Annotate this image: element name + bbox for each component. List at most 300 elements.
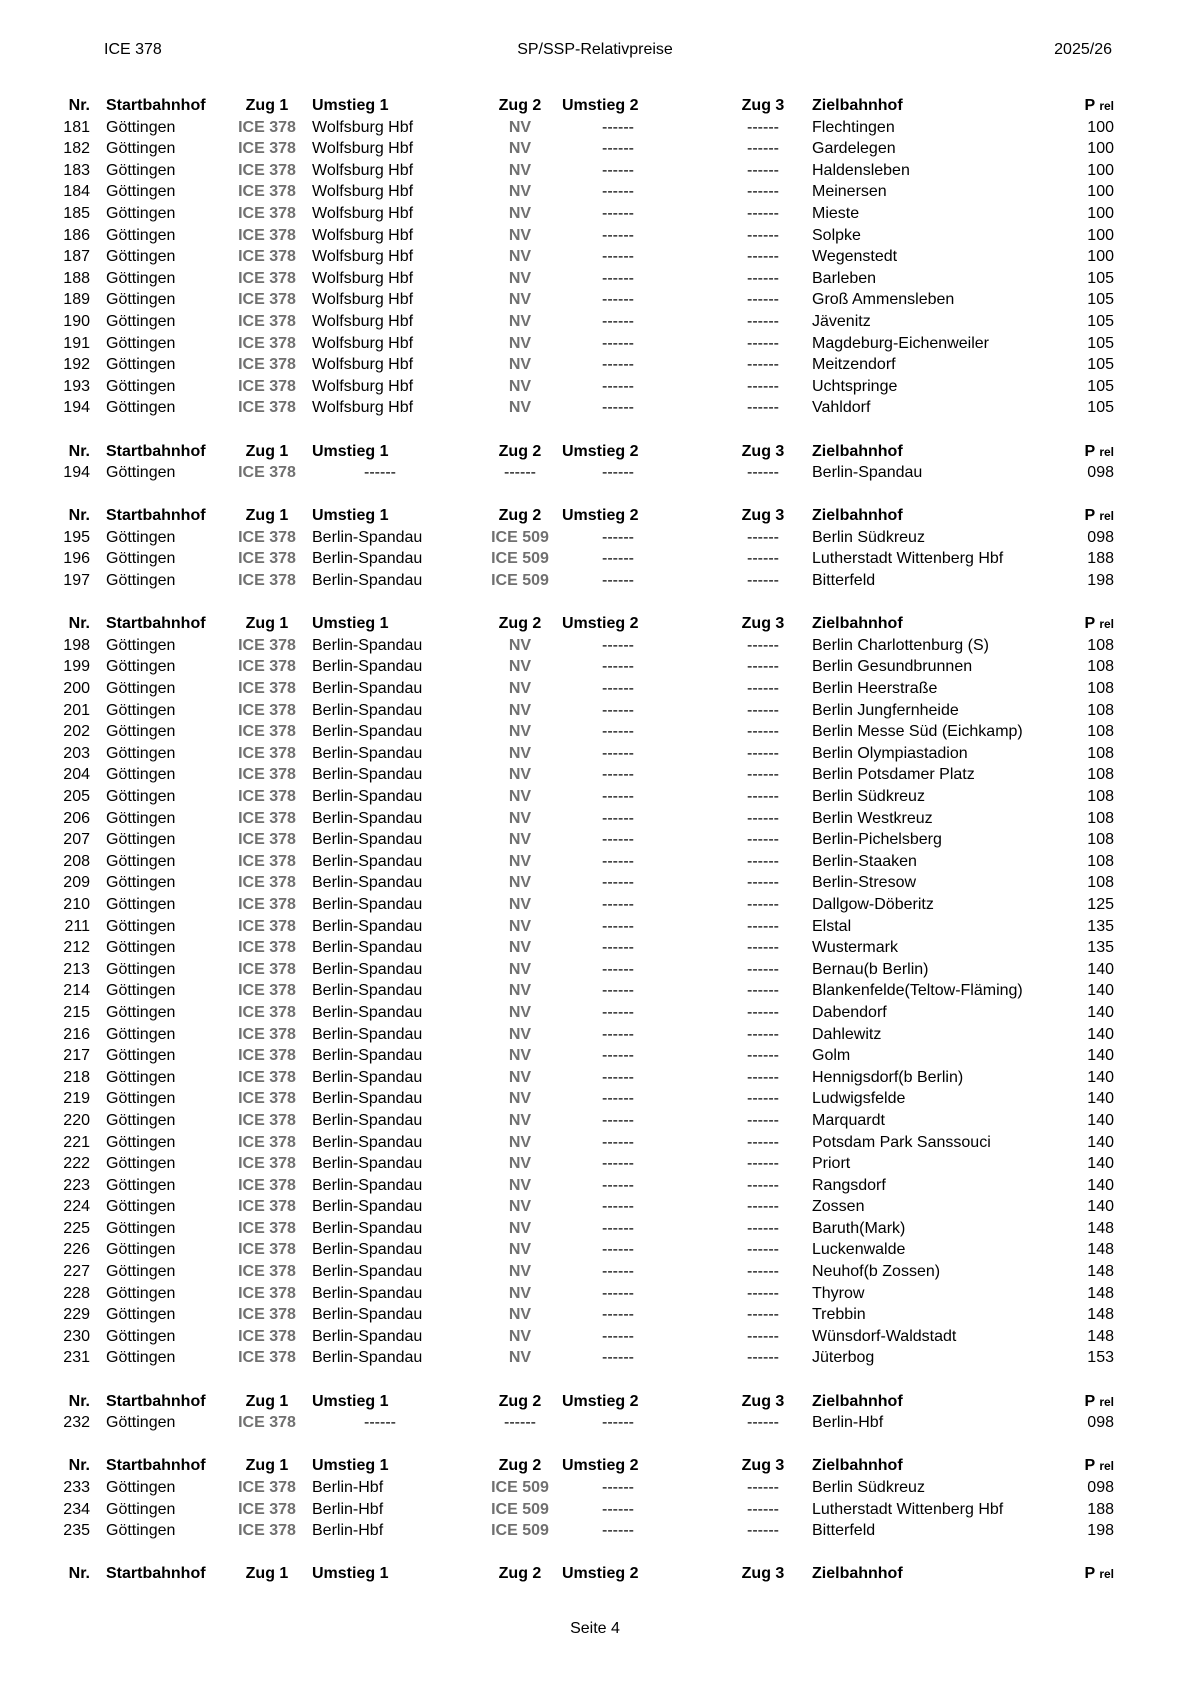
table-row	[0, 851, 1190, 873]
cell-ziel: Gardelegen	[812, 140, 896, 158]
cell-nr: 183	[63, 161, 90, 179]
table-row	[0, 786, 1190, 808]
cell-start: Göttingen	[106, 291, 176, 309]
cell-u2: ------	[602, 1047, 634, 1065]
cell-u2: ------	[602, 874, 634, 892]
cell-p: 135	[1087, 939, 1114, 957]
cell-z2: NV	[508, 744, 532, 762]
cell-u2: ------	[602, 788, 634, 805]
cell-z2: ------	[504, 1414, 536, 1432]
cell-u2: ------	[602, 1090, 634, 1108]
cell-u1: Wolfsburg Hbf	[312, 312, 414, 330]
cell-z1: ICE 378	[238, 1133, 296, 1151]
cell-z3: ------	[747, 377, 779, 395]
cell-u1: Berlin-Spandau	[312, 982, 423, 1000]
column-header-z3: Zug 3	[741, 1565, 785, 1583]
cell-start: Göttingen	[106, 895, 176, 913]
cell-u1: ------	[364, 1414, 396, 1432]
cell-z2: NV	[508, 377, 532, 395]
cell-start: Göttingen	[106, 334, 176, 352]
cell-p: 198	[1087, 572, 1114, 590]
cell-start: Göttingen	[106, 1500, 176, 1518]
cell-p: 108	[1087, 766, 1114, 784]
cell-nr: 229	[63, 1306, 90, 1324]
cell-u2: ------	[602, 269, 634, 287]
cell-u2: ------	[602, 1003, 634, 1021]
cell-z2: NV	[508, 269, 532, 287]
cell-u2: ------	[602, 572, 634, 590]
cell-u1: Berlin-Spandau	[312, 852, 423, 870]
cell-z2: NV	[508, 1090, 532, 1108]
cell-nr: 217	[63, 1047, 90, 1065]
cell-p: 140	[1087, 960, 1114, 978]
cell-start: Göttingen	[106, 399, 176, 417]
cell-p: 140	[1087, 1090, 1114, 1108]
cell-start: Göttingen	[106, 852, 176, 870]
cell-ziel: Berlin-Spandau	[812, 464, 923, 482]
cell-z1: ICE 378	[238, 312, 296, 330]
cell-u1: Berlin-Spandau	[312, 1219, 423, 1237]
cell-ziel: Magdeburg-Eichenweiler	[812, 334, 989, 352]
cell-p: 100	[1087, 140, 1114, 158]
column-header-ziel: Zielbahnhof	[812, 1457, 903, 1475]
cell-start: Göttingen	[106, 1327, 176, 1345]
cell-nr: 196	[63, 550, 90, 568]
cell-u1: Wolfsburg Hbf	[312, 161, 414, 179]
table-row	[0, 1088, 1190, 1110]
cell-z2: NV	[508, 356, 532, 374]
cell-ziel: Priort	[812, 1155, 851, 1173]
cell-ziel: Berlin Südkreuz	[812, 788, 925, 805]
cell-start: Göttingen	[106, 118, 176, 136]
cell-nr: 215	[63, 1003, 90, 1021]
cell-z1: ICE 378	[238, 1263, 296, 1281]
cell-nr: 195	[63, 528, 90, 546]
cell-start: Göttingen	[106, 766, 176, 784]
cell-u2: ------	[602, 766, 634, 784]
table-row	[0, 872, 1190, 894]
cell-p: 108	[1087, 831, 1114, 849]
table-row	[0, 1326, 1190, 1348]
column-header-start: Startbahnhof	[106, 97, 206, 114]
column-header-ziel: Zielbahnhof	[812, 1565, 903, 1583]
cell-start: Göttingen	[106, 1284, 176, 1302]
cell-z2: NV	[508, 1111, 532, 1129]
table-row	[0, 462, 1190, 484]
cell-z2: NV	[508, 1219, 532, 1237]
table-row	[0, 894, 1190, 916]
cell-ziel: Marquardt	[812, 1111, 885, 1129]
column-header-z1: Zug 1	[245, 1565, 289, 1583]
cell-p: 108	[1087, 744, 1114, 762]
cell-u1: Wolfsburg Hbf	[312, 226, 414, 244]
cell-start: Göttingen	[106, 701, 176, 719]
cell-z3: ------	[747, 766, 779, 784]
cell-start: Göttingen	[106, 723, 176, 741]
cell-u2: ------	[602, 1219, 634, 1237]
cell-u1: Berlin-Spandau	[312, 550, 423, 568]
column-header-u1: Umstieg 1	[312, 1565, 389, 1583]
cell-u2: ------	[602, 1111, 634, 1129]
cell-z2: NV	[508, 939, 532, 957]
cell-start: Göttingen	[106, 528, 176, 546]
cell-z1: ICE 378	[238, 1327, 296, 1345]
cell-p: 140	[1087, 1155, 1114, 1173]
cell-ziel: Rangsdorf	[812, 1176, 886, 1194]
cell-ziel: Luckenwalde	[812, 1241, 906, 1259]
cell-p: 105	[1087, 291, 1114, 309]
column-header-u1: Umstieg 1	[312, 442, 389, 460]
cell-z3: ------	[747, 550, 779, 568]
column-header-p-subscript: rel	[1099, 444, 1114, 459]
cell-u1: Berlin-Spandau	[312, 1025, 423, 1043]
cell-z3: ------	[747, 1025, 779, 1043]
cell-ziel: Hennigsdorf(b Berlin)	[812, 1068, 964, 1086]
cell-z2: NV	[508, 161, 532, 179]
column-header-ziel: Zielbahnhof	[812, 507, 903, 525]
cell-z2: NV	[508, 248, 532, 266]
cell-nr: 205	[63, 788, 90, 805]
column-header-p	[1060, 95, 1114, 118]
cell-u1: Berlin-Spandau	[312, 723, 423, 741]
cell-z1: ICE 378	[238, 1155, 296, 1173]
cell-u1: Wolfsburg Hbf	[312, 183, 414, 201]
cell-z1: ICE 378	[238, 636, 296, 654]
cell-z2: NV	[508, 788, 532, 805]
cell-p: 108	[1087, 701, 1114, 719]
cell-u1: Berlin-Spandau	[312, 1198, 423, 1216]
cell-z2: NV	[508, 204, 532, 222]
cell-z1: ICE 378	[238, 269, 296, 287]
cell-nr: 226	[63, 1241, 90, 1259]
cell-z3: ------	[747, 161, 779, 179]
column-header-u2: Umstieg 2	[562, 442, 639, 460]
table-row	[0, 333, 1190, 355]
cell-z1: ICE 378	[238, 1111, 296, 1129]
cell-z3: ------	[747, 658, 779, 676]
cell-z2: NV	[508, 1176, 532, 1194]
cell-z3: ------	[747, 1241, 779, 1259]
cell-nr: 218	[63, 1068, 90, 1086]
cell-start: Göttingen	[106, 809, 176, 827]
table-row	[0, 570, 1190, 592]
cell-ziel: Neuhof(b Zossen)	[812, 1263, 941, 1281]
cell-u2: ------	[602, 161, 634, 179]
cell-u1: Berlin-Spandau	[312, 1176, 423, 1194]
cell-start: Göttingen	[106, 204, 176, 222]
cell-nr: 192	[63, 356, 90, 374]
cell-p: 108	[1087, 636, 1114, 654]
cell-z3: ------	[747, 140, 779, 158]
cell-z3: ------	[747, 1306, 779, 1324]
cell-start: Göttingen	[106, 572, 176, 590]
cell-p: 105	[1087, 356, 1114, 374]
cell-p: 098	[1087, 528, 1114, 546]
table-row	[0, 1347, 1190, 1369]
cell-ziel: Blankenfelde(Teltow-Fläming)	[812, 982, 1023, 1000]
cell-start: Göttingen	[106, 1522, 176, 1540]
column-header-ziel: Zielbahnhof	[812, 1392, 903, 1410]
cell-z2: NV	[508, 291, 532, 309]
cell-z3: ------	[747, 1327, 779, 1345]
cell-nr: 204	[63, 766, 90, 784]
cell-z3: ------	[747, 1479, 779, 1496]
cell-ziel: Jüterbog	[812, 1349, 875, 1367]
cell-z3: ------	[747, 118, 779, 136]
cell-start: Göttingen	[106, 1155, 176, 1173]
cell-ziel: Berlin Gesundbrunnen	[812, 658, 973, 676]
table-row	[0, 1045, 1190, 1067]
table-row	[0, 1261, 1190, 1283]
cell-z1: ICE 378	[238, 1090, 296, 1108]
cell-nr: 202	[63, 723, 90, 741]
table-row	[0, 1153, 1190, 1175]
cell-nr: 209	[63, 874, 90, 892]
table-row	[0, 1283, 1190, 1305]
cell-p: 140	[1087, 1133, 1114, 1151]
cell-z2: NV	[508, 766, 532, 784]
cell-z3: ------	[747, 1133, 779, 1151]
column-header-row	[0, 1391, 1190, 1413]
cell-z1: ICE 378	[238, 831, 296, 849]
cell-z3: ------	[747, 204, 779, 222]
cell-u2: ------	[602, 1263, 634, 1281]
table-row	[0, 678, 1190, 700]
cell-u1: Berlin-Spandau	[312, 1047, 423, 1065]
column-header-u1: Umstieg 1	[312, 615, 389, 633]
cell-z3: ------	[747, 1003, 779, 1021]
cell-z1: ICE 378	[238, 528, 296, 546]
column-header-z1: Zug 1	[245, 615, 289, 633]
cell-ziel: Meitzendorf	[812, 356, 896, 374]
cell-u2: ------	[602, 118, 634, 136]
cell-p: 140	[1087, 1003, 1114, 1021]
cell-z3: ------	[747, 831, 779, 849]
cell-z3: ------	[747, 1155, 779, 1173]
section-gap	[0, 1542, 1190, 1564]
cell-z1: ICE 378	[238, 356, 296, 374]
cell-start: Göttingen	[106, 680, 176, 698]
cell-u1: Berlin-Spandau	[312, 788, 423, 805]
cell-z3: ------	[747, 1111, 779, 1129]
column-header-p-label: P	[1084, 1565, 1095, 1583]
table-row	[0, 1132, 1190, 1154]
cell-z1: ICE 378	[238, 1241, 296, 1259]
cell-ziel: Lutherstadt Wittenberg Hbf	[812, 1500, 1004, 1518]
cell-start: Göttingen	[106, 982, 176, 1000]
cell-ziel: Wustermark	[812, 939, 898, 957]
column-header-u2: Umstieg 2	[562, 97, 639, 114]
column-header-u2: Umstieg 2	[562, 615, 639, 633]
column-header-nr: Nr.	[68, 1565, 90, 1583]
cell-u2: ------	[602, 226, 634, 244]
cell-ziel: Bitterfeld	[812, 572, 876, 590]
cell-z3: ------	[747, 1500, 779, 1518]
cell-z1: ICE 378	[238, 1003, 296, 1021]
cell-u2: ------	[602, 183, 634, 201]
column-header-nr: Nr.	[68, 442, 90, 460]
table-row	[0, 527, 1190, 549]
cell-z2: NV	[508, 1241, 532, 1259]
table-row	[0, 1024, 1190, 1046]
cell-ziel: Haldensleben	[812, 161, 910, 179]
cell-z3: ------	[747, 1219, 779, 1237]
column-header-u1: Umstieg 1	[312, 1457, 389, 1475]
cell-nr: 214	[63, 982, 90, 1000]
cell-z2: NV	[508, 312, 532, 330]
cell-ziel: Berlin Potsdamer Platz	[812, 766, 975, 784]
cell-u1: Wolfsburg Hbf	[312, 356, 414, 374]
table-row	[0, 289, 1190, 311]
cell-u2: ------	[602, 248, 634, 266]
cell-u2: ------	[602, 809, 634, 827]
cell-z2: ICE 509	[491, 1500, 549, 1518]
cell-start: Göttingen	[106, 960, 176, 978]
column-header-start: Startbahnhof	[106, 615, 206, 633]
cell-z3: ------	[747, 809, 779, 827]
cell-z1: ICE 378	[238, 550, 296, 568]
cell-z2: NV	[508, 658, 532, 676]
cell-nr: 210	[63, 895, 90, 913]
cell-u1: Berlin-Spandau	[312, 744, 423, 762]
cell-p: 148	[1087, 1306, 1114, 1324]
cell-z1: ICE 378	[238, 1500, 296, 1518]
cell-u1: Berlin-Spandau	[312, 1090, 423, 1108]
cell-z1: ICE 378	[238, 1025, 296, 1043]
cell-start: Göttingen	[106, 1414, 176, 1432]
cell-z1: ICE 378	[238, 939, 296, 957]
cell-nr: 201	[63, 701, 90, 719]
cell-z1: ICE 378	[238, 572, 296, 590]
cell-z2: NV	[508, 680, 532, 698]
column-header-z2: Zug 2	[498, 442, 542, 460]
cell-z1: ICE 378	[238, 1176, 296, 1194]
table-row	[0, 1412, 1190, 1434]
cell-u1: Berlin-Spandau	[312, 1241, 423, 1259]
column-header-p-subscript: rel	[1099, 1459, 1114, 1474]
cell-z2: NV	[508, 226, 532, 244]
cell-u2: ------	[602, 960, 634, 978]
cell-z2: ------	[504, 464, 536, 482]
cell-u2: ------	[602, 982, 634, 1000]
cell-u2: ------	[602, 852, 634, 870]
cell-p: 108	[1087, 809, 1114, 827]
cell-u1: Wolfsburg Hbf	[312, 248, 414, 266]
cell-p: 140	[1087, 1111, 1114, 1129]
cell-ziel: Dabendorf	[812, 1003, 887, 1021]
cell-z3: ------	[747, 1198, 779, 1216]
column-header-nr: Nr.	[68, 615, 90, 633]
cell-start: Göttingen	[106, 1133, 176, 1151]
column-header-start: Startbahnhof	[106, 1457, 206, 1475]
cell-u2: ------	[602, 1133, 634, 1151]
cell-z3: ------	[747, 464, 779, 482]
cell-nr: 234	[63, 1500, 90, 1518]
cell-p: 188	[1087, 550, 1114, 568]
cell-ziel: Groß Ammensleben	[812, 291, 955, 309]
cell-z3: ------	[747, 788, 779, 805]
column-header-z1: Zug 1	[245, 442, 289, 460]
cell-p: 125	[1087, 895, 1114, 913]
cell-ziel: Zossen	[812, 1198, 865, 1216]
cell-nr: 211	[64, 917, 90, 935]
cell-z2: NV	[508, 1263, 532, 1281]
cell-nr: 219	[63, 1090, 90, 1108]
cell-p: 105	[1087, 312, 1114, 330]
table-row	[0, 246, 1190, 268]
cell-z3: ------	[747, 680, 779, 698]
cell-z2: NV	[508, 1003, 532, 1021]
cell-p: 098	[1087, 1414, 1114, 1432]
table-row	[0, 117, 1190, 139]
table-row	[0, 203, 1190, 225]
cell-nr: 194	[63, 399, 90, 417]
cell-start: Göttingen	[106, 1176, 176, 1194]
cell-z3: ------	[747, 744, 779, 762]
cell-nr: 188	[63, 269, 90, 287]
column-header-z3: Zug 3	[741, 1457, 785, 1475]
cell-z1: ICE 378	[238, 1306, 296, 1324]
cell-start: Göttingen	[106, 1003, 176, 1021]
cell-ziel: Meinersen	[812, 183, 887, 201]
column-header-z1: Zug 1	[245, 507, 289, 525]
cell-z2: NV	[508, 960, 532, 978]
cell-p: 108	[1087, 658, 1114, 676]
cell-nr: 181	[63, 118, 90, 136]
column-header-u1: Umstieg 1	[312, 507, 389, 525]
cell-ziel: Mieste	[812, 204, 860, 222]
cell-start: Göttingen	[106, 269, 176, 287]
cell-nr: 208	[63, 852, 90, 870]
cell-nr: 186	[63, 226, 90, 244]
cell-u2: ------	[602, 377, 634, 395]
cell-z2: NV	[508, 1133, 532, 1151]
cell-z2: NV	[508, 917, 532, 935]
cell-ziel: Berlin Südkreuz	[812, 528, 925, 546]
cell-z2: NV	[508, 831, 532, 849]
cell-p: 105	[1087, 269, 1114, 287]
cell-nr: 222	[63, 1155, 90, 1173]
cell-p: 135	[1087, 917, 1114, 935]
cell-p: 148	[1087, 1219, 1114, 1237]
cell-u2: ------	[602, 1522, 634, 1540]
cell-z1: ICE 378	[238, 118, 296, 136]
column-header-u2: Umstieg 2	[562, 1457, 639, 1475]
table-row	[0, 311, 1190, 333]
column-header-p	[1060, 1563, 1114, 1586]
cell-nr: 225	[63, 1219, 90, 1237]
column-header-z1: Zug 1	[245, 97, 289, 114]
cell-z1: ICE 378	[238, 658, 296, 676]
cell-ziel: Wünsdorf-Waldstadt	[812, 1327, 957, 1345]
cell-z3: ------	[747, 291, 779, 309]
table-row	[0, 1520, 1190, 1542]
cell-u2: ------	[602, 658, 634, 676]
cell-u1: Wolfsburg Hbf	[312, 377, 414, 395]
table-row	[0, 1175, 1190, 1197]
column-header-start: Startbahnhof	[106, 1565, 206, 1583]
cell-z3: ------	[747, 528, 779, 546]
cell-z1: ICE 378	[238, 723, 296, 741]
cell-z1: ICE 378	[238, 226, 296, 244]
cell-p: 100	[1087, 183, 1114, 201]
cell-z3: ------	[747, 1284, 779, 1302]
cell-u1: Berlin-Spandau	[312, 874, 423, 892]
cell-z1: ICE 378	[238, 1068, 296, 1086]
cell-z3: ------	[747, 226, 779, 244]
cell-nr: 227	[63, 1263, 90, 1281]
cell-u1: Berlin-Spandau	[312, 895, 423, 913]
